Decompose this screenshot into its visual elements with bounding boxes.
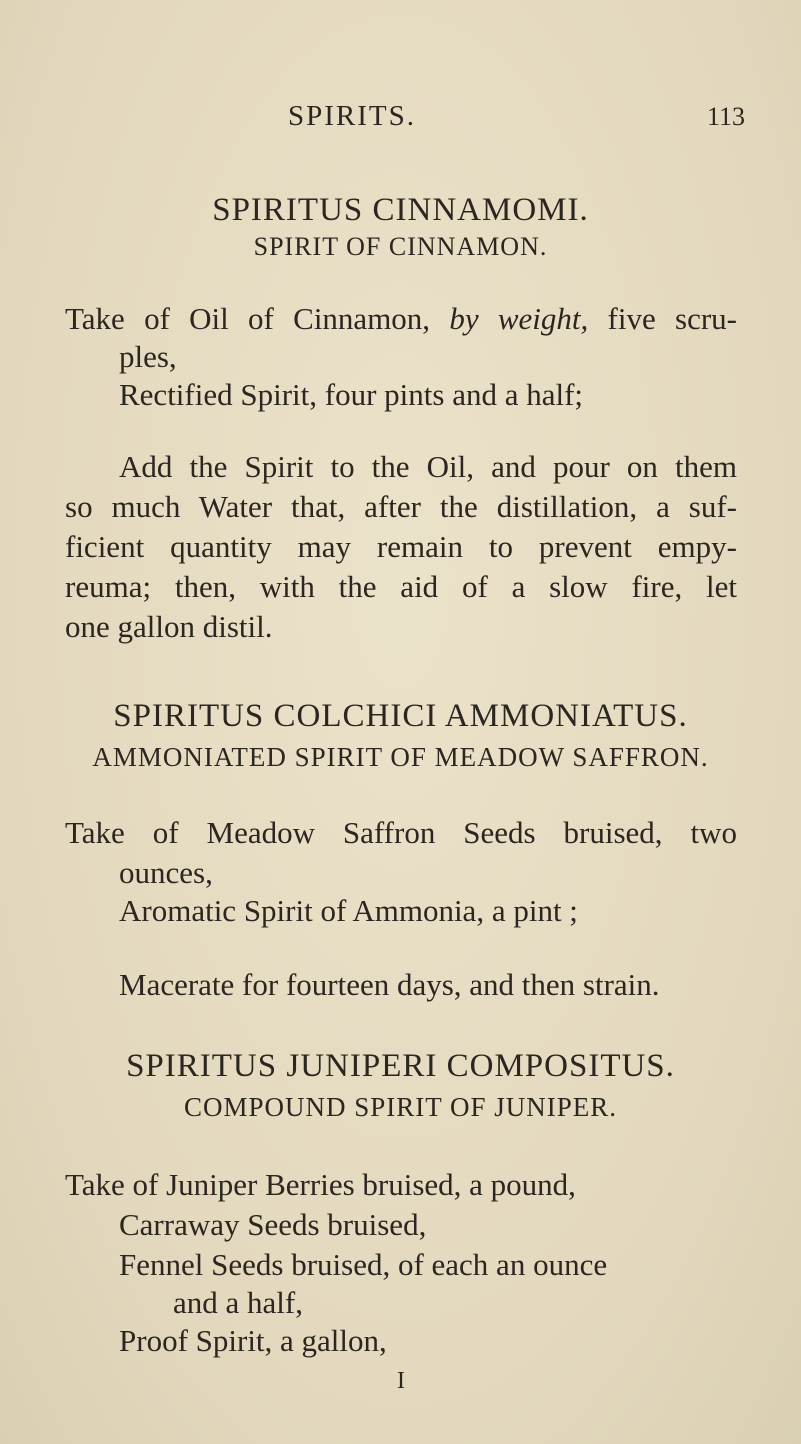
recipe-line: Rectified Spirit, four pints and a half;: [119, 377, 584, 412]
recipe-line: Take of Juniper Berries bruised, a pound,: [65, 1167, 576, 1202]
paragraph-line: Add the Spirit to the Oil, and pour on them: [119, 449, 737, 484]
signature-mark: I: [397, 1368, 405, 1394]
recipe-line: Take of Oil of Cinnamon, by weight, five scru-: [65, 301, 737, 336]
recipe-line: and a half,: [173, 1285, 303, 1320]
paragraph-line: one gallon distil.: [65, 609, 273, 644]
running-title: SPIRITS.: [288, 100, 417, 132]
paragraph-line: ficient quantity may remain to prevent empy-: [65, 529, 737, 564]
italic-phrase: by weight,: [449, 301, 589, 336]
recipe-line: Carraway Seeds bruised,: [119, 1207, 427, 1242]
section-latin-title: SPIRITUS JUNIPERI COMPOSITUS.: [126, 1048, 675, 1084]
recipe-line: ples,: [119, 339, 177, 374]
section-spiritus-cinnamomi: [0, 190, 801, 264]
page-number: 113: [707, 102, 746, 131]
section-spiritus-colchici: [0, 696, 801, 774]
recipe-line: Proof Spirit, a gallon,: [119, 1323, 387, 1358]
paragraph-line: Macerate for fourteen days, and then strain.: [119, 967, 660, 1002]
section-latin-title: SPIRITUS CINNAMOMI.: [212, 192, 589, 228]
running-head: [0, 100, 801, 140]
recipe-line: ounces,: [119, 855, 213, 890]
section-spiritus-juniperi: [0, 1046, 801, 1124]
recipe-line: Take of Meadow Saffron Seeds bruised, two: [65, 815, 737, 850]
section-latin-title: SPIRITUS COLCHICI AMMONIATUS.: [113, 698, 688, 734]
paragraph-line: reuma; then, with the aid of a slow fire, let: [65, 569, 737, 604]
section-english-title: SPIRIT OF CINNAMON.: [253, 232, 548, 261]
section-english-title: COMPOUND SPIRIT OF JUNIPER.: [183, 1092, 618, 1122]
recipe-line: Fennel Seeds bruised, of each an ounce: [119, 1247, 608, 1282]
recipe-line: Aromatic Spirit of Ammonia, a pint ;: [119, 893, 578, 928]
paragraph-line: so much Water that, after the distillation, a suf-: [65, 489, 737, 524]
section-english-title: AMMONIATED SPIRIT OF MEADOW SAFFRON.: [92, 742, 709, 772]
